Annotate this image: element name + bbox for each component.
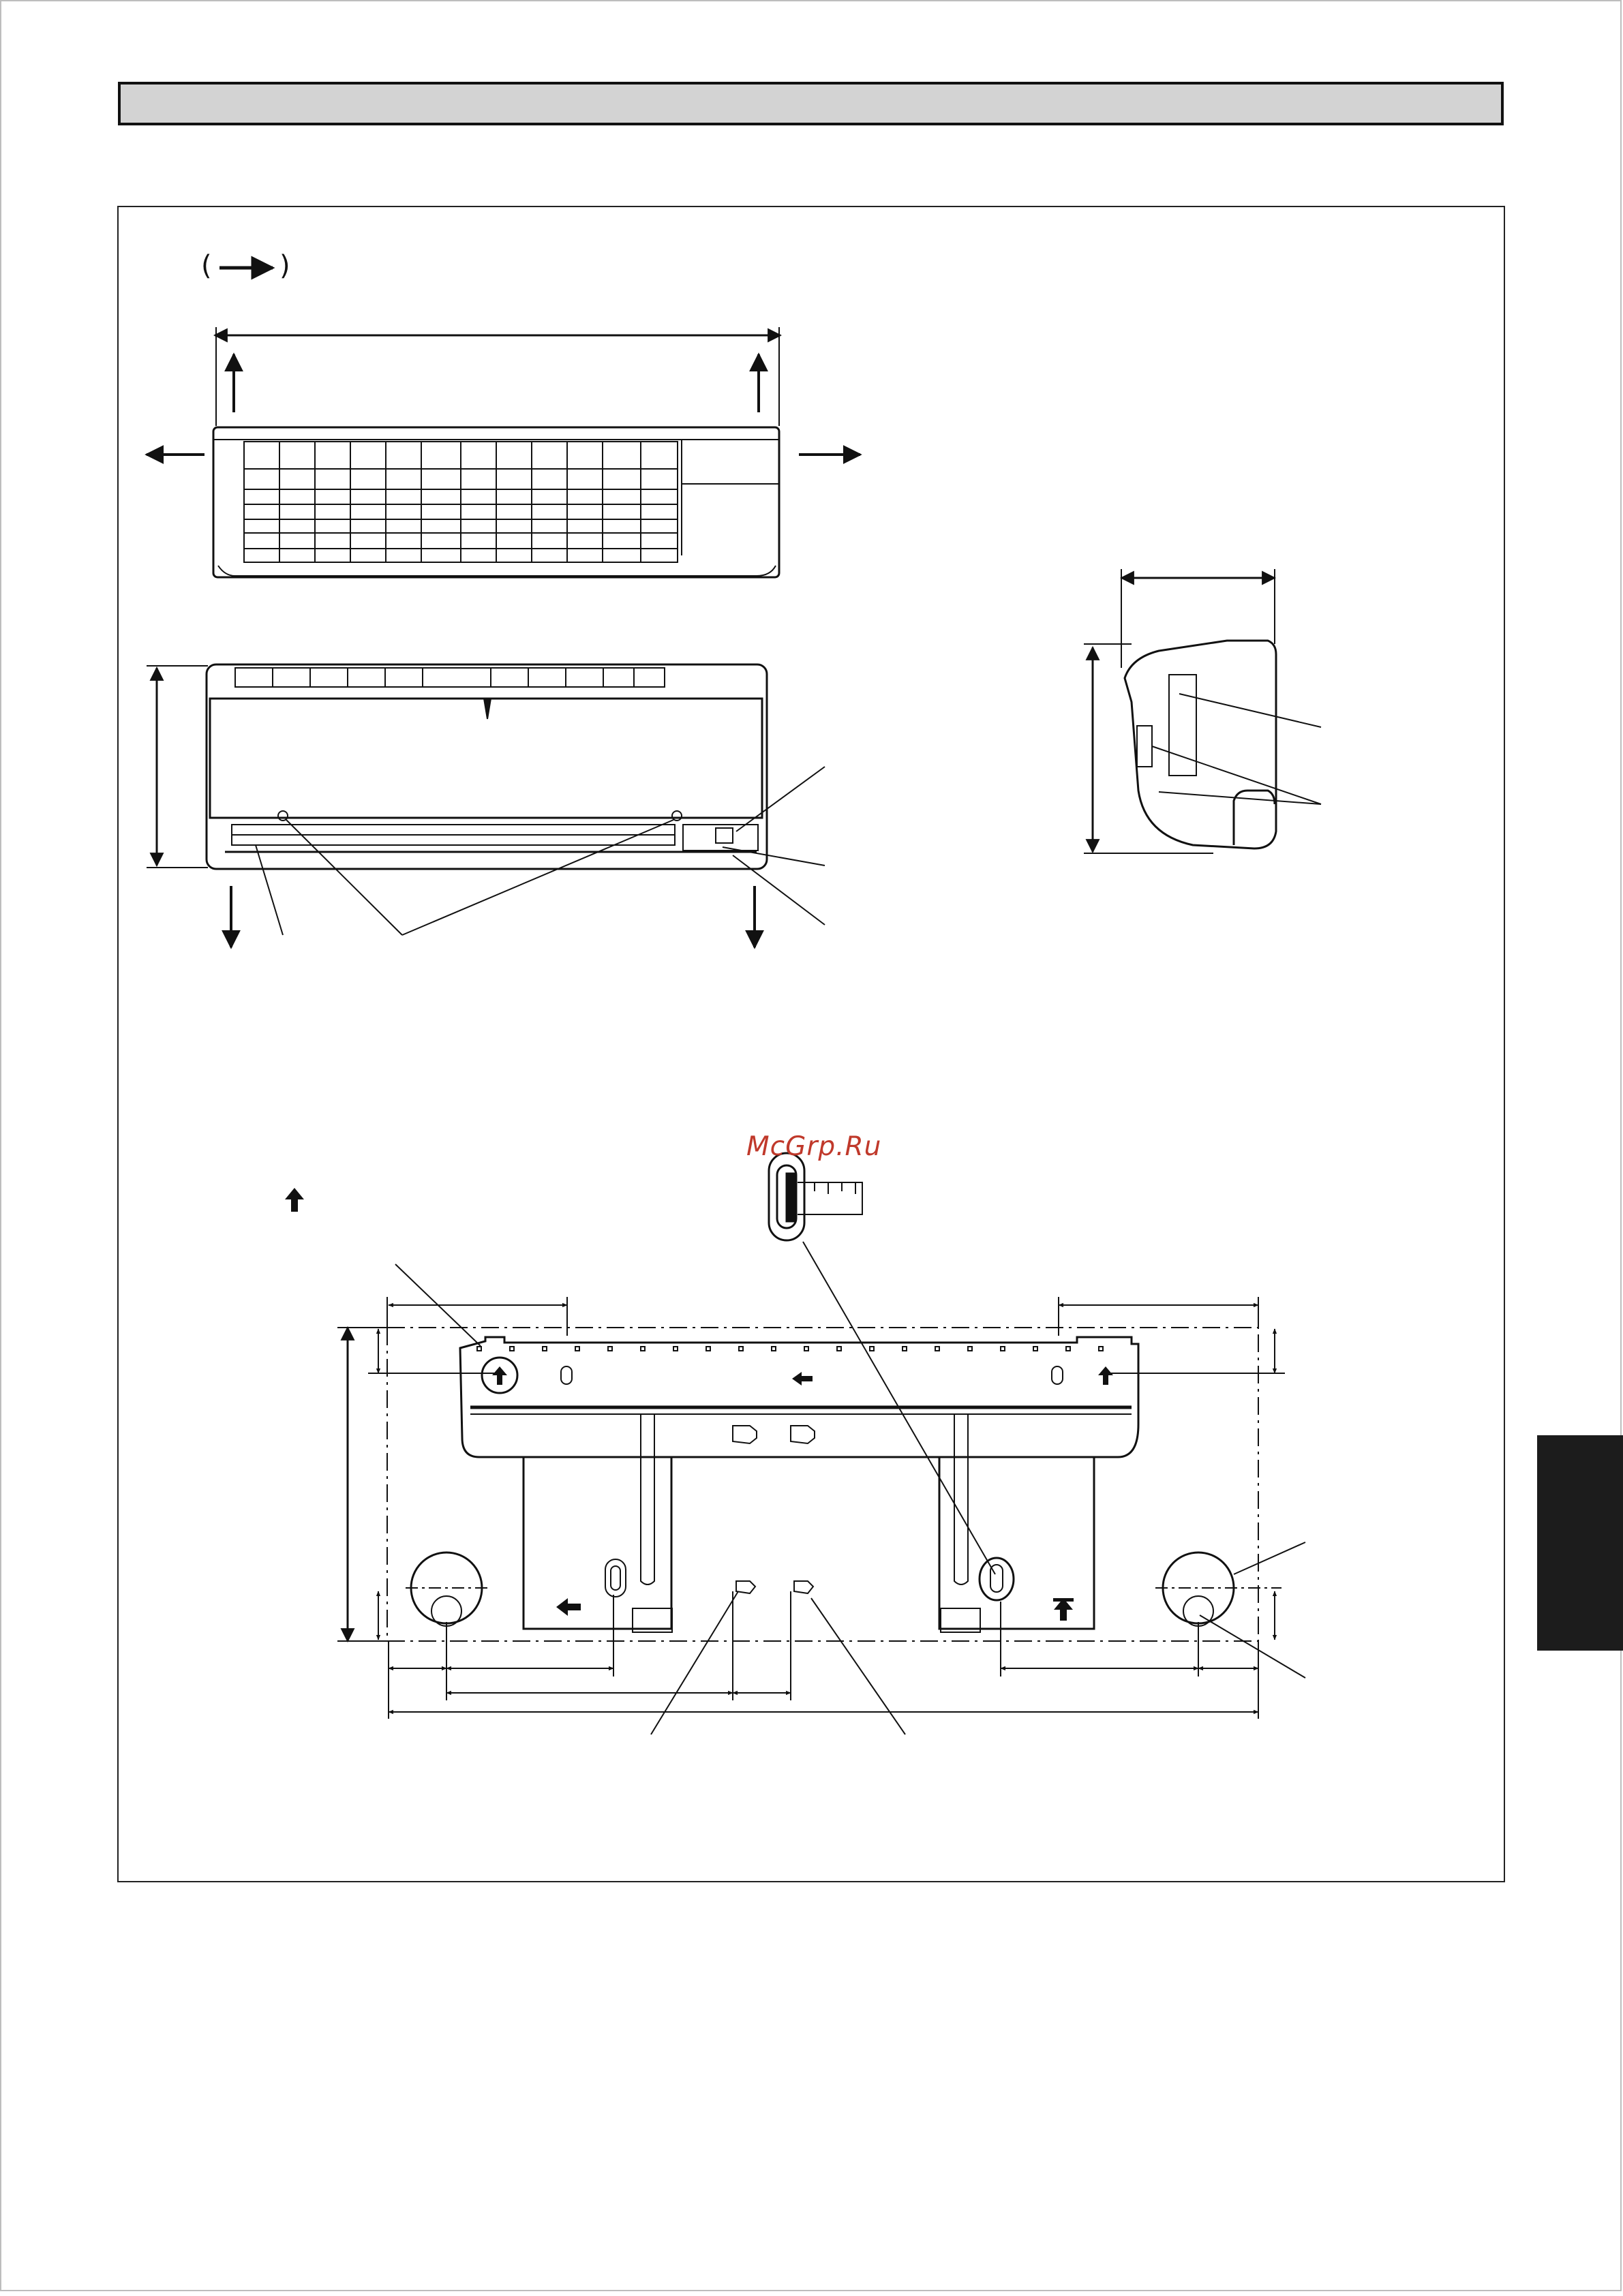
leader-indicator — [733, 855, 825, 925]
legend-close-paren: ) — [279, 250, 290, 281]
watermark-text: McGrp.Ru — [746, 1131, 882, 1162]
leader-side-b — [1159, 792, 1321, 804]
mounting-plate-outline — [460, 1337, 1138, 1457]
top-view — [147, 327, 860, 577]
leader-screw-right — [402, 820, 673, 935]
screw-cover-left — [278, 811, 288, 821]
legend-arrow — [201, 250, 290, 281]
leader-receiver — [723, 847, 825, 866]
leader-screw-left — [286, 820, 402, 935]
leader-side-label — [1179, 694, 1321, 727]
front-view — [147, 664, 825, 947]
pipe-hole-measure-icon — [769, 1153, 995, 1574]
front-panel — [210, 699, 762, 818]
plate-right-leg — [939, 1457, 1094, 1629]
top-vent — [235, 668, 665, 687]
leader-louver — [256, 845, 283, 935]
side-body — [1125, 641, 1276, 848]
plate-left-leg — [524, 1457, 671, 1629]
side-view — [1084, 569, 1321, 853]
mounting-plate-view — [337, 1264, 1305, 1734]
up-arrow-icon — [285, 1188, 304, 1212]
legend-open-paren: ( — [201, 250, 212, 281]
leader-sensor — [736, 767, 825, 831]
screw-cover-right — [672, 811, 682, 821]
